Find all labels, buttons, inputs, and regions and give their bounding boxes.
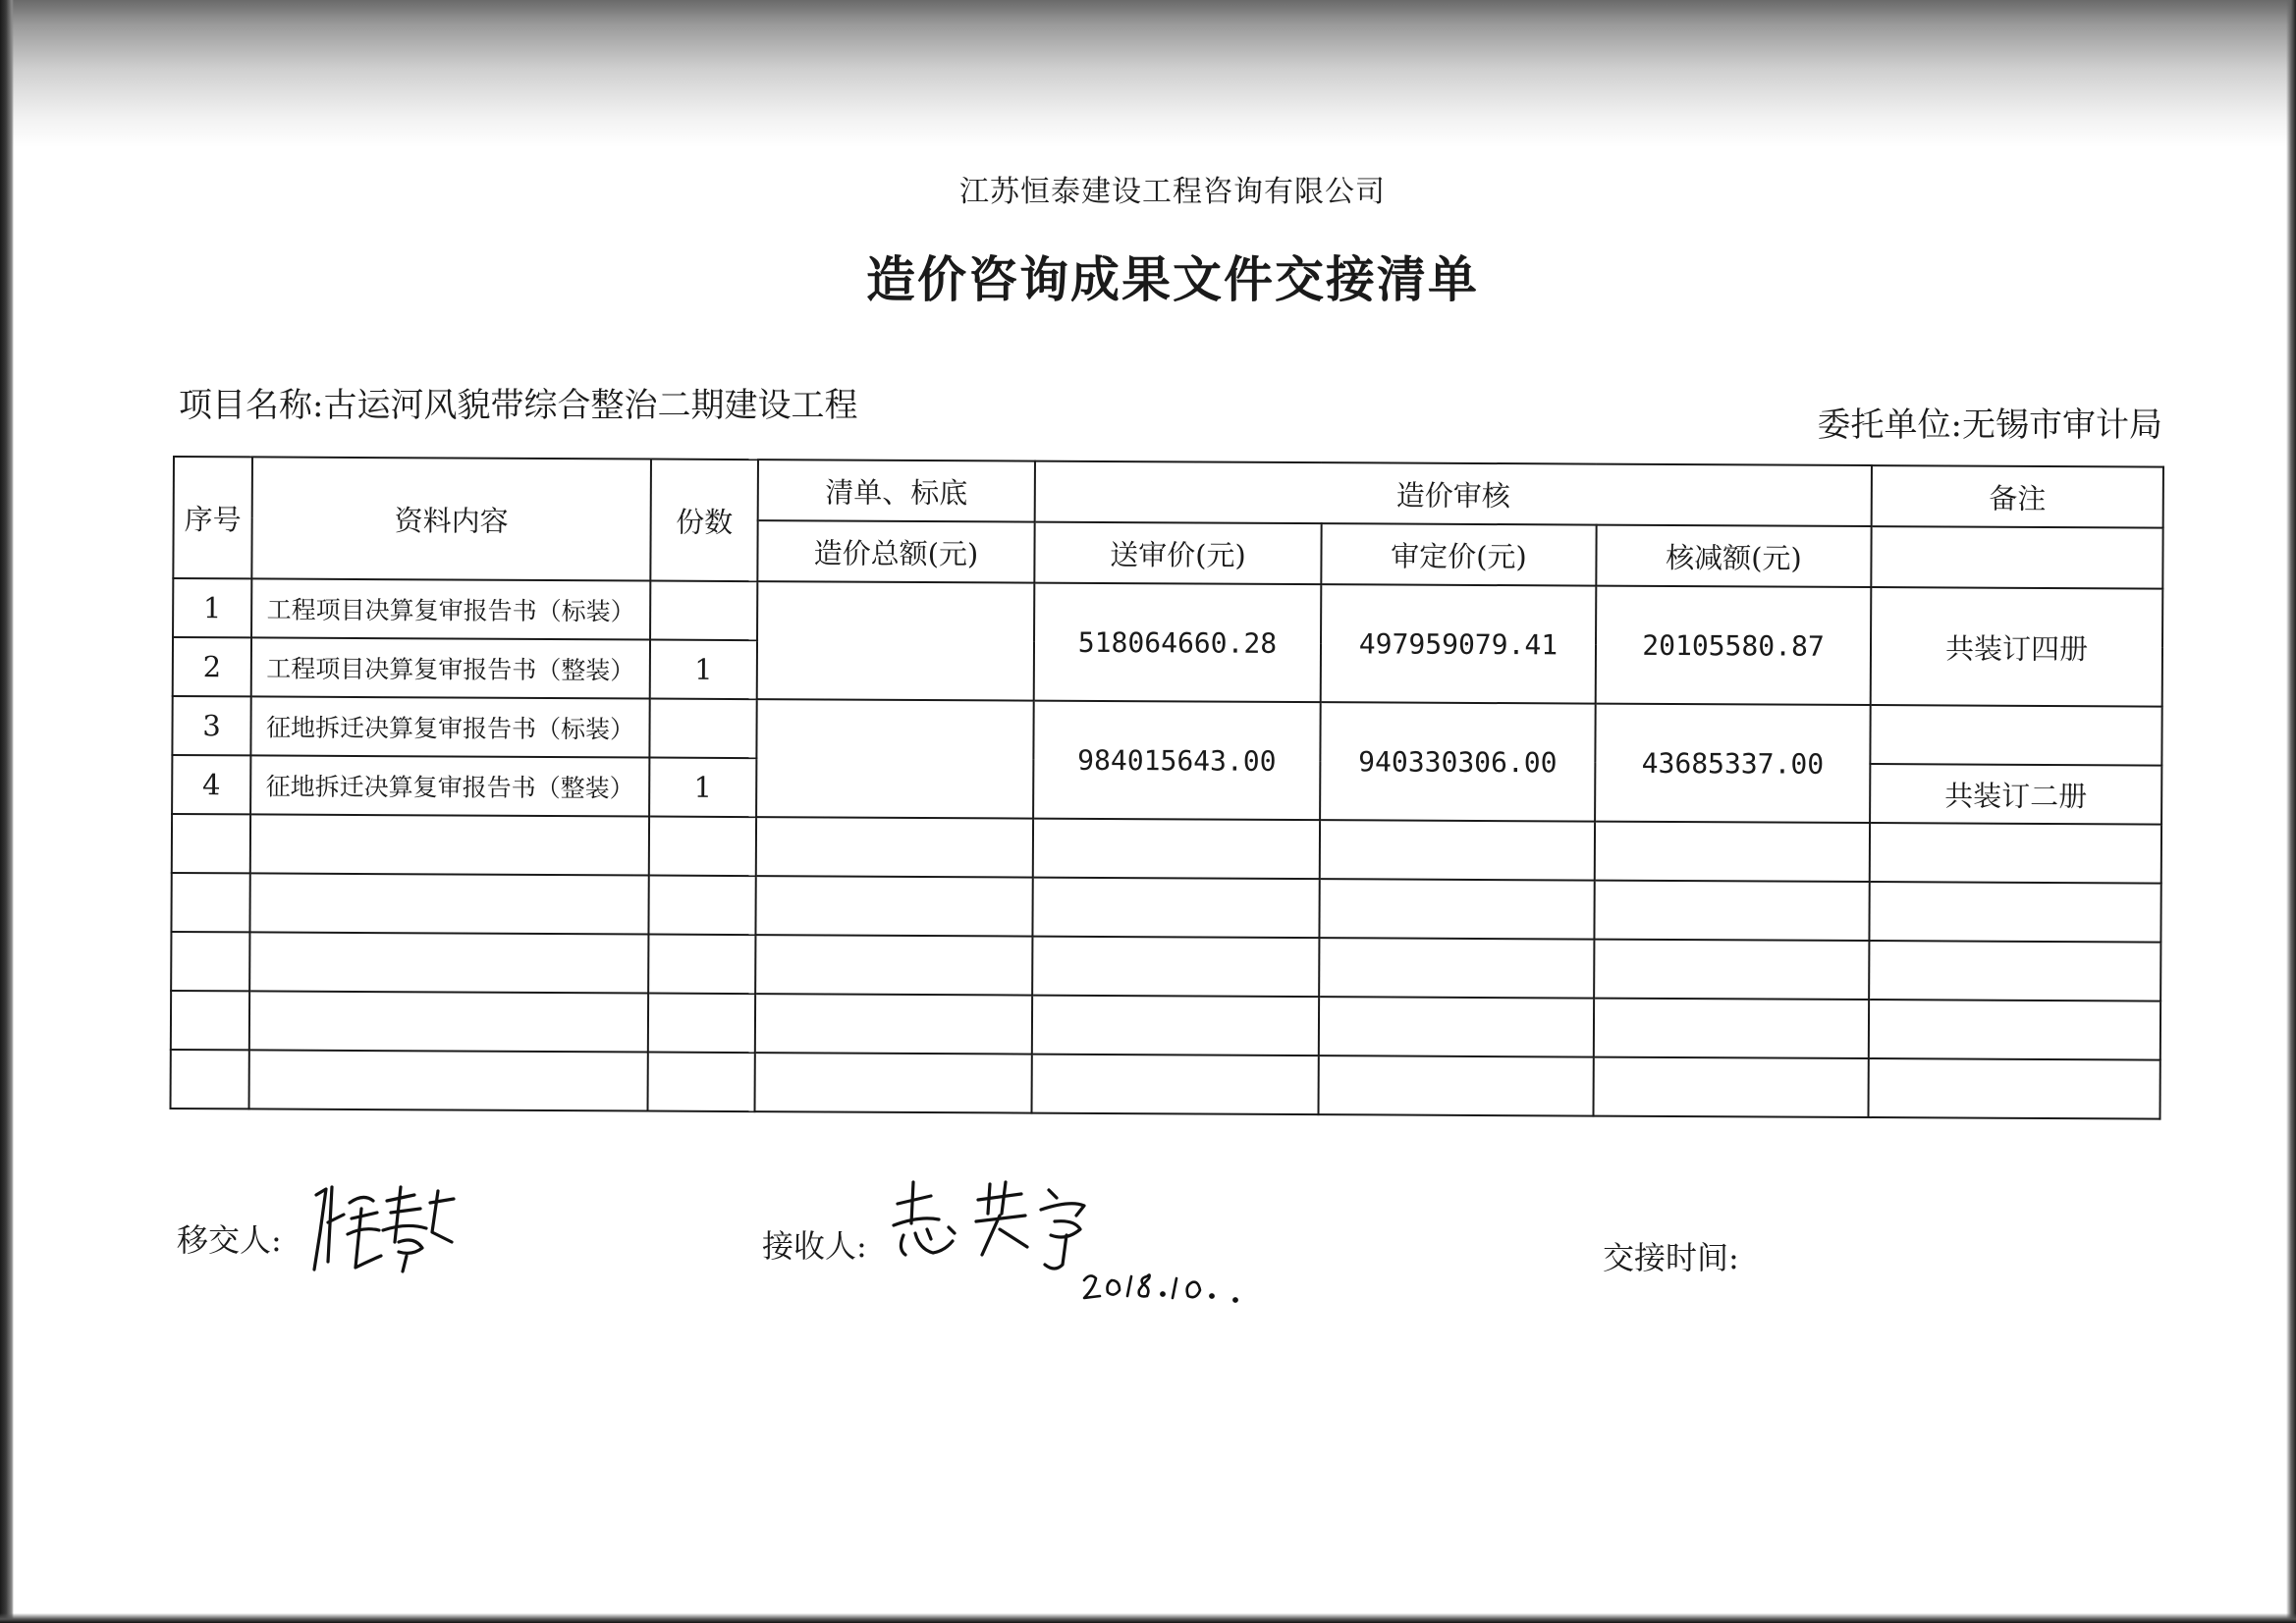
empty-row [171,932,2160,1001]
row-content: 征地拆迁决算复审报告书（整装） [250,755,649,816]
row-content: 工程项目决算复审报告书（整装） [251,637,650,698]
submitted-price: 518064660.28 [1034,583,1322,703]
handover-time-label: 交接时间: [1603,1239,1739,1276]
project-info [179,378,857,426]
row-seq: 3 [172,696,250,755]
document-title: 造价咨询成果文件交接清单 [866,251,1479,308]
remark: 共装订四册 [1871,587,2163,707]
remark-blank [1870,705,2161,766]
empty-row [171,1050,2160,1119]
header-seq: 序号 [173,457,252,578]
header-bill-bottom: 造价总额(元) [757,520,1034,582]
header-reduction: 核减额(元) [1596,525,1871,587]
row-content: 征地拆迁决算复审报告书（标装） [250,696,649,757]
row-copies [650,581,757,641]
row-seq: 1 [173,578,251,637]
client-name: 无锡市审计局 [1962,406,2162,445]
approved-price: 497959079.41 [1321,584,1597,703]
scan-edge [0,1613,2296,1623]
handover-signature [304,1173,471,1281]
header-content: 资料内容 [251,457,651,580]
handover-table [170,456,2164,1120]
row-seq: 2 [173,637,251,696]
header-bill-top: 清单、标底 [758,460,1035,521]
client-info [1818,398,2162,446]
bill-total-cell [757,581,1035,700]
project-name: 古运河风貌带综合整治二期建设工程 [323,386,858,425]
client-label: 委托单位: [1817,406,1962,445]
handwritten-date [1078,1255,1245,1314]
header-audit-group: 造价审核 [1035,461,1872,526]
header-remark: 备注 [1872,465,2163,528]
header-approved: 审定价(元) [1321,523,1596,585]
empty-row [171,991,2160,1060]
reduction-amount: 20105580.87 [1596,586,1872,705]
header-remark-blank [1871,526,2162,589]
submitted-price: 984015643.00 [1033,701,1321,821]
scan-shadow [0,0,2296,147]
table-row [173,578,2162,648]
row-seq: 4 [172,755,250,814]
empty-row [172,814,2161,884]
header-copies: 份数 [650,460,758,582]
empty-row [171,873,2160,943]
row-copies: 1 [650,640,757,700]
company-name: 江苏恒泰建设工程咨询有限公司 [959,175,1386,209]
row-copies [649,699,756,759]
reduction-amount: 43685337.00 [1595,704,1871,823]
table-row [172,696,2161,766]
remark: 共装订二册 [1870,764,2161,825]
row-copies: 1 [649,758,756,818]
row-content: 工程项目决算复审报告书（标装） [251,578,650,639]
receiver-label: 接收人: [762,1227,867,1265]
bill-total-cell [756,699,1034,818]
approved-price: 940330306.00 [1320,702,1596,821]
handover-label: 移交人: [177,1221,282,1259]
header-submitted: 送审价(元) [1034,522,1321,585]
project-label: 项目名称: [179,386,324,425]
